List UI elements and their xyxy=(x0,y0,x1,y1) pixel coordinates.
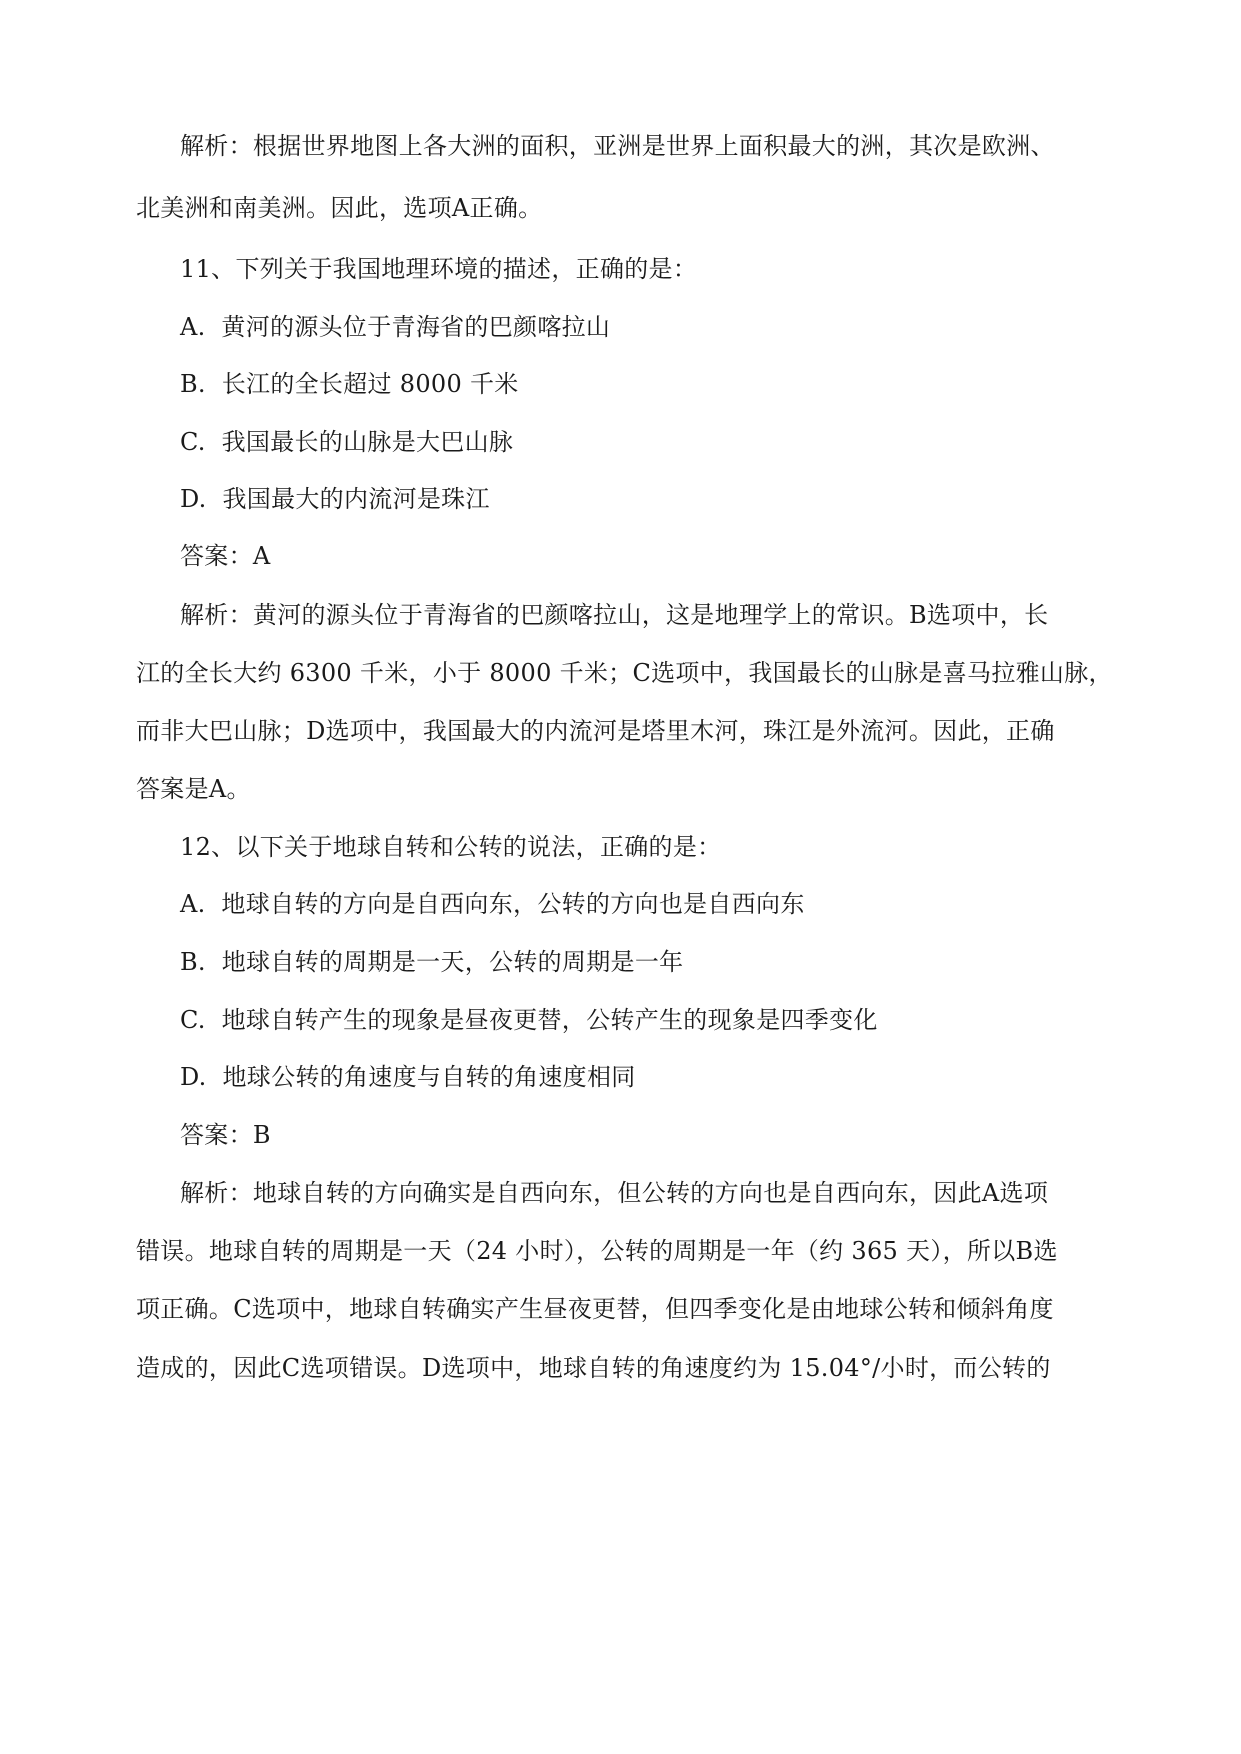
option-line: B. 地球自转的周期是一天，公转的周期是一年 xyxy=(180,948,684,976)
answer-line: 答案：B xyxy=(180,1121,271,1149)
text-line: 解析：黄河的源头位于青海省的巴颜喀拉山，这是地理学上的常识。B选项中，长 xyxy=(180,601,1049,629)
option-line: C. 地球自转产生的现象是昼夜更替，公转产生的现象是四季变化 xyxy=(180,1006,878,1034)
text-line: 造成的，因此C选项错误。D选项中，地球自转的角速度约为 15.04°/小时，而公转的 xyxy=(136,1354,1051,1382)
text-line: 解析：地球自转的方向确实是自西向东，但公转的方向也是自西向东，因此A选项 xyxy=(180,1179,1049,1207)
option-line: A. 黄河的源头位于青海省的巴颜喀拉山 xyxy=(180,313,611,341)
text-line: 北美洲和南美洲。因此，选项A正确。 xyxy=(136,194,543,222)
option-line: D. 地球公转的角速度与自转的角速度相同 xyxy=(180,1063,636,1091)
text-line: 江的全长大约 6300 千米，小于 8000 千米；C选项中，我国最长的山脉是喜马拉雅山脉， xyxy=(136,659,1113,687)
option-line: C. 我国最长的山脉是大巴山脉 xyxy=(180,428,514,456)
option-line: D. 我国最大的内流河是珠江 xyxy=(180,485,490,513)
option-line: B. 长江的全长超过 8000 千米 xyxy=(180,370,519,398)
text-line: 解析：根据世界地图上各大洲的面积，亚洲是世界上面积最大的洲，其次是欧洲、 xyxy=(180,132,1055,160)
text-line: 答案是A。 xyxy=(136,775,251,803)
text-line: 而非大巴山脉；D选项中，我国最大的内流河是塔里木河，珠江是外流河。因此，正确 xyxy=(136,717,1055,745)
answer-line: 答案：A xyxy=(180,542,271,570)
question-title: 12、以下关于地球自转和公转的说法，正确的是： xyxy=(180,833,722,861)
text-line: 错误。地球自转的周期是一天（24 小时），公转的周期是一年（约 365 天），所以B选 xyxy=(136,1237,1058,1265)
option-line: A. 地球自转的方向是自西向东，公转的方向也是自西向东 xyxy=(180,890,805,918)
question-title: 11、下列关于我国地理环境的描述，正确的是： xyxy=(180,255,698,283)
text-line: 项正确。C选项中，地球自转确实产生昼夜更替，但四季变化是由地球公转和倾斜角度 xyxy=(136,1295,1054,1323)
